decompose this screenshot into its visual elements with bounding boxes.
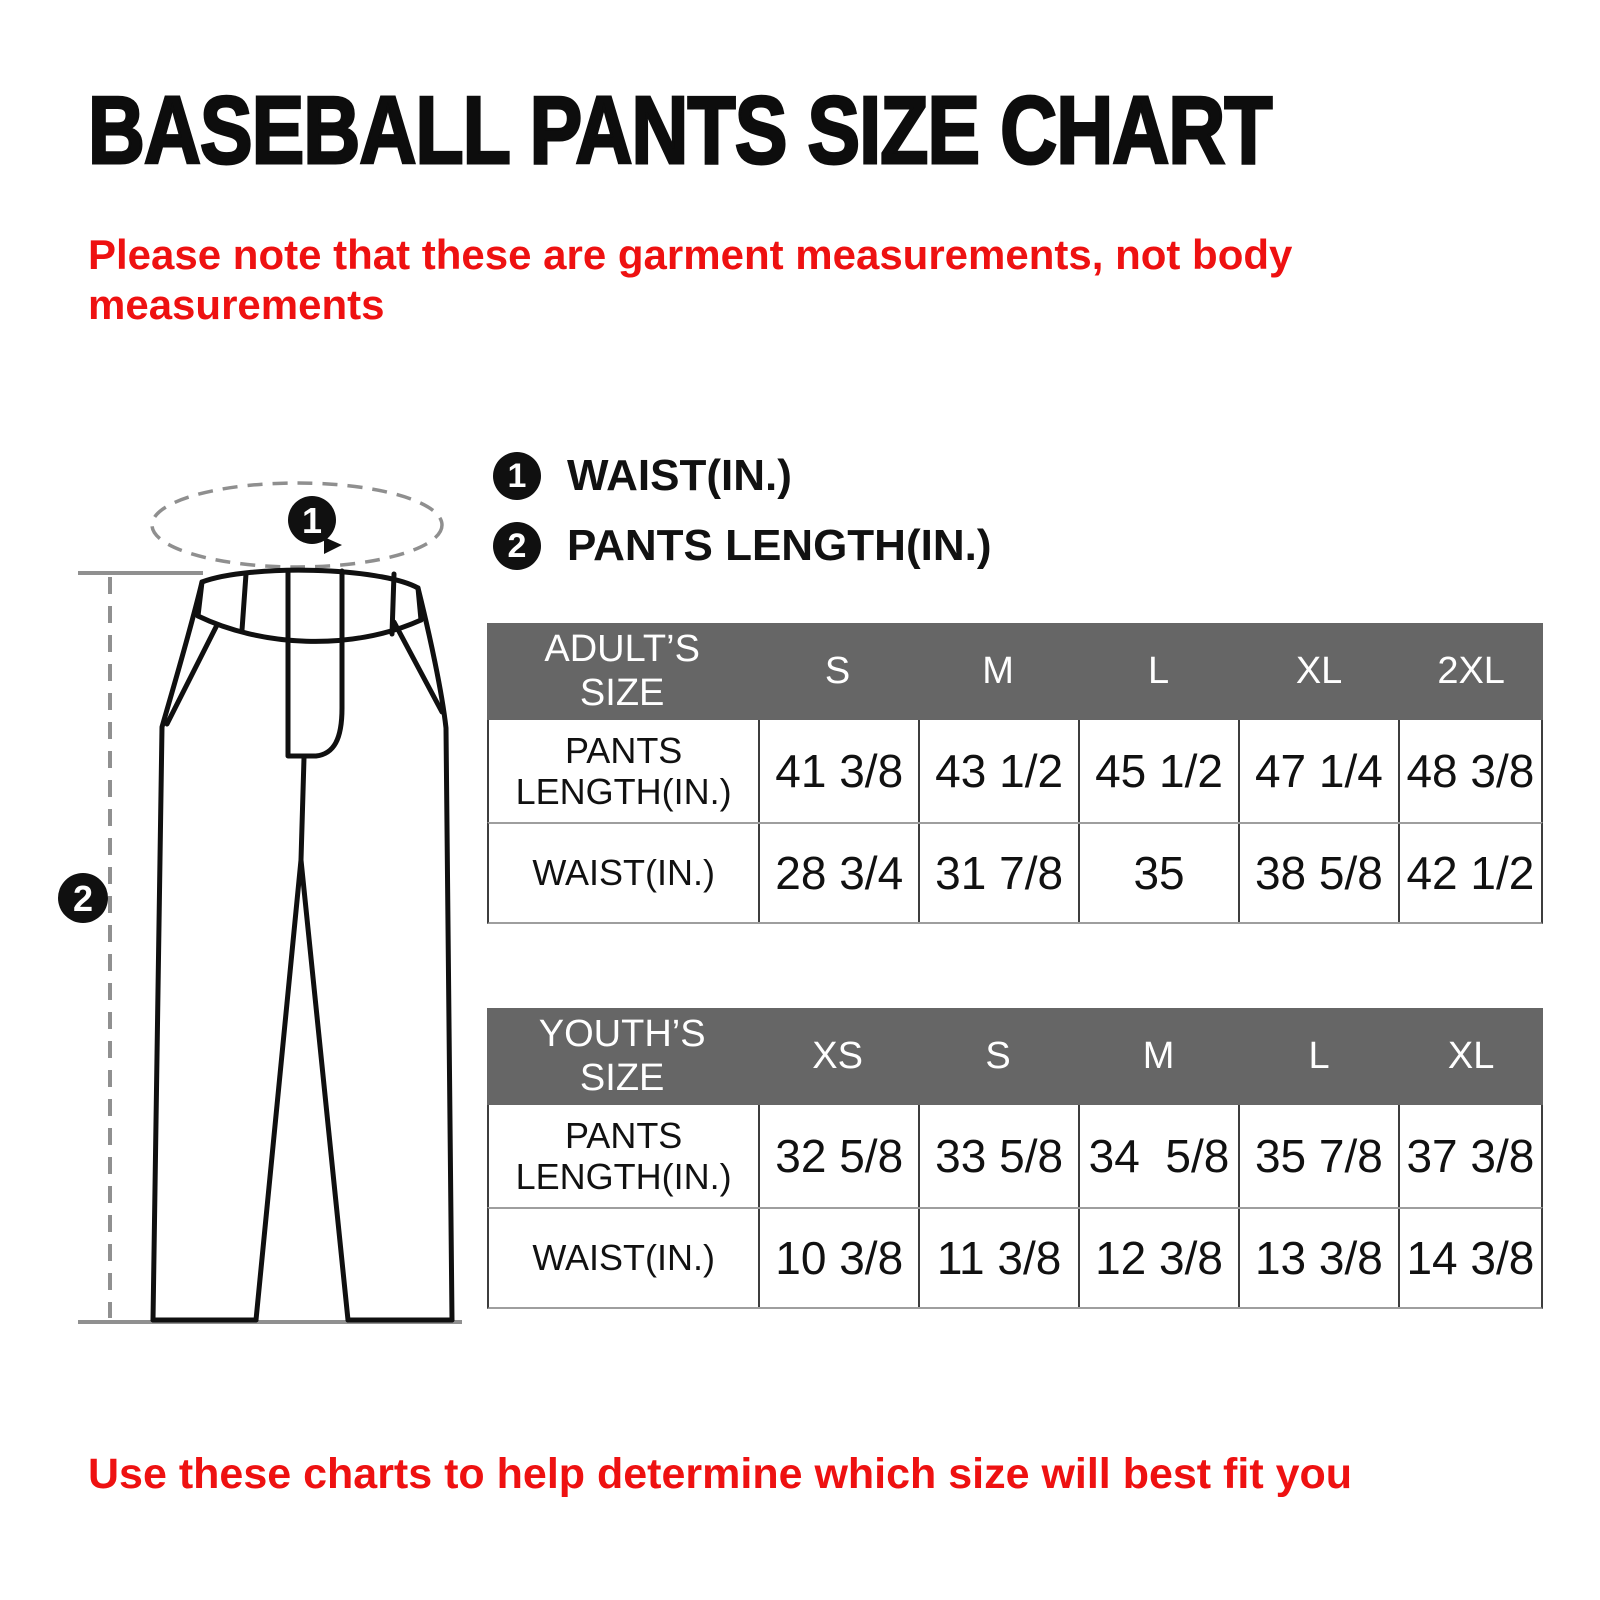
measurement-cell: 41 3/8: [758, 720, 918, 822]
measurement-cell: 34 5/8: [1078, 1105, 1238, 1207]
legend-label-length: PANTS LENGTH(IN.): [567, 521, 992, 570]
measurement-cell: 45 1/2: [1078, 720, 1238, 822]
size-column-header: M: [1142, 1034, 1175, 1077]
table-header-row: [487, 623, 1543, 720]
size-column-header: M: [982, 649, 1014, 692]
youth-size-table: [487, 1008, 1543, 1309]
measurement-cell: 31 7/8: [918, 824, 1078, 922]
row-header: WAIST(IN.): [532, 1237, 715, 1279]
page-title: BASEBALL PANTS SIZE CHART: [88, 77, 1272, 184]
measurement-cell: 37 3/8: [1398, 1105, 1541, 1207]
measurement-cell: 35 7/8: [1238, 1105, 1398, 1207]
measurement-cell: 28 3/4: [758, 824, 918, 922]
marker-1-number: 1: [301, 500, 323, 541]
waist-arrow-icon: [324, 537, 342, 554]
measurement-cell: 42 1/2: [1398, 824, 1541, 922]
measurement-cell: 35: [1078, 824, 1238, 922]
measurement-cell: 33 5/8: [918, 1105, 1078, 1207]
table-corner-header: YOUTH’S SIZE: [538, 1012, 706, 1099]
measurement-cell: 11 3/8: [918, 1209, 1078, 1307]
table-header-row: [487, 1008, 1543, 1105]
measurement-cell: 47 1/4: [1238, 720, 1398, 822]
legend-marker-2: 2: [493, 522, 541, 570]
measurement-cell: 43 1/2: [918, 720, 1078, 822]
legend-item-waist: [493, 450, 992, 502]
pants-outline: [153, 570, 452, 1320]
measurement-cell: 10 3/8: [758, 1209, 918, 1307]
size-column-header: S: [824, 649, 851, 692]
row-header: PANTS LENGTH(IN.): [515, 1114, 732, 1197]
measurement-cell: 48 3/8: [1398, 720, 1541, 822]
row-header: WAIST(IN.): [532, 852, 715, 894]
measurement-cell: 13 3/8: [1238, 1209, 1398, 1307]
garment-measurement-note: Please note that these are garment measurements, not body measurements: [88, 231, 1293, 328]
measurement-cell: 14 3/8: [1398, 1209, 1541, 1307]
size-column-header: XL: [1447, 1034, 1495, 1077]
size-column-header: L: [1148, 649, 1170, 692]
table-row: [487, 1207, 1543, 1309]
size-column-header: XS: [812, 1034, 863, 1077]
size-column-header: 2XL: [1437, 649, 1505, 692]
measurement-legend: [493, 450, 992, 572]
measurement-cell: 38 5/8: [1238, 824, 1398, 922]
table-row: [487, 1105, 1543, 1207]
table-corner-header: ADULT’S SIZE: [544, 627, 700, 714]
size-column-header: XL: [1295, 649, 1343, 692]
pants-measurement-diagram: [50, 440, 480, 1340]
size-column-header: L: [1308, 1034, 1330, 1077]
marker-2-number: 2: [72, 878, 94, 919]
legend-marker-1: 1: [493, 452, 541, 500]
measurement-cell: 32 5/8: [758, 1105, 918, 1207]
table-row: [487, 822, 1543, 924]
legend-label-waist: WAIST(IN.): [567, 451, 792, 500]
footer-note: Use these charts to help determine which size will best fit you: [88, 1450, 1353, 1498]
adult-size-table: [487, 623, 1543, 924]
table-row: [487, 720, 1543, 822]
measurement-cell: 12 3/8: [1078, 1209, 1238, 1307]
size-column-header: S: [985, 1034, 1011, 1077]
row-header: PANTS LENGTH(IN.): [515, 729, 732, 812]
legend-item-length: [493, 520, 992, 572]
